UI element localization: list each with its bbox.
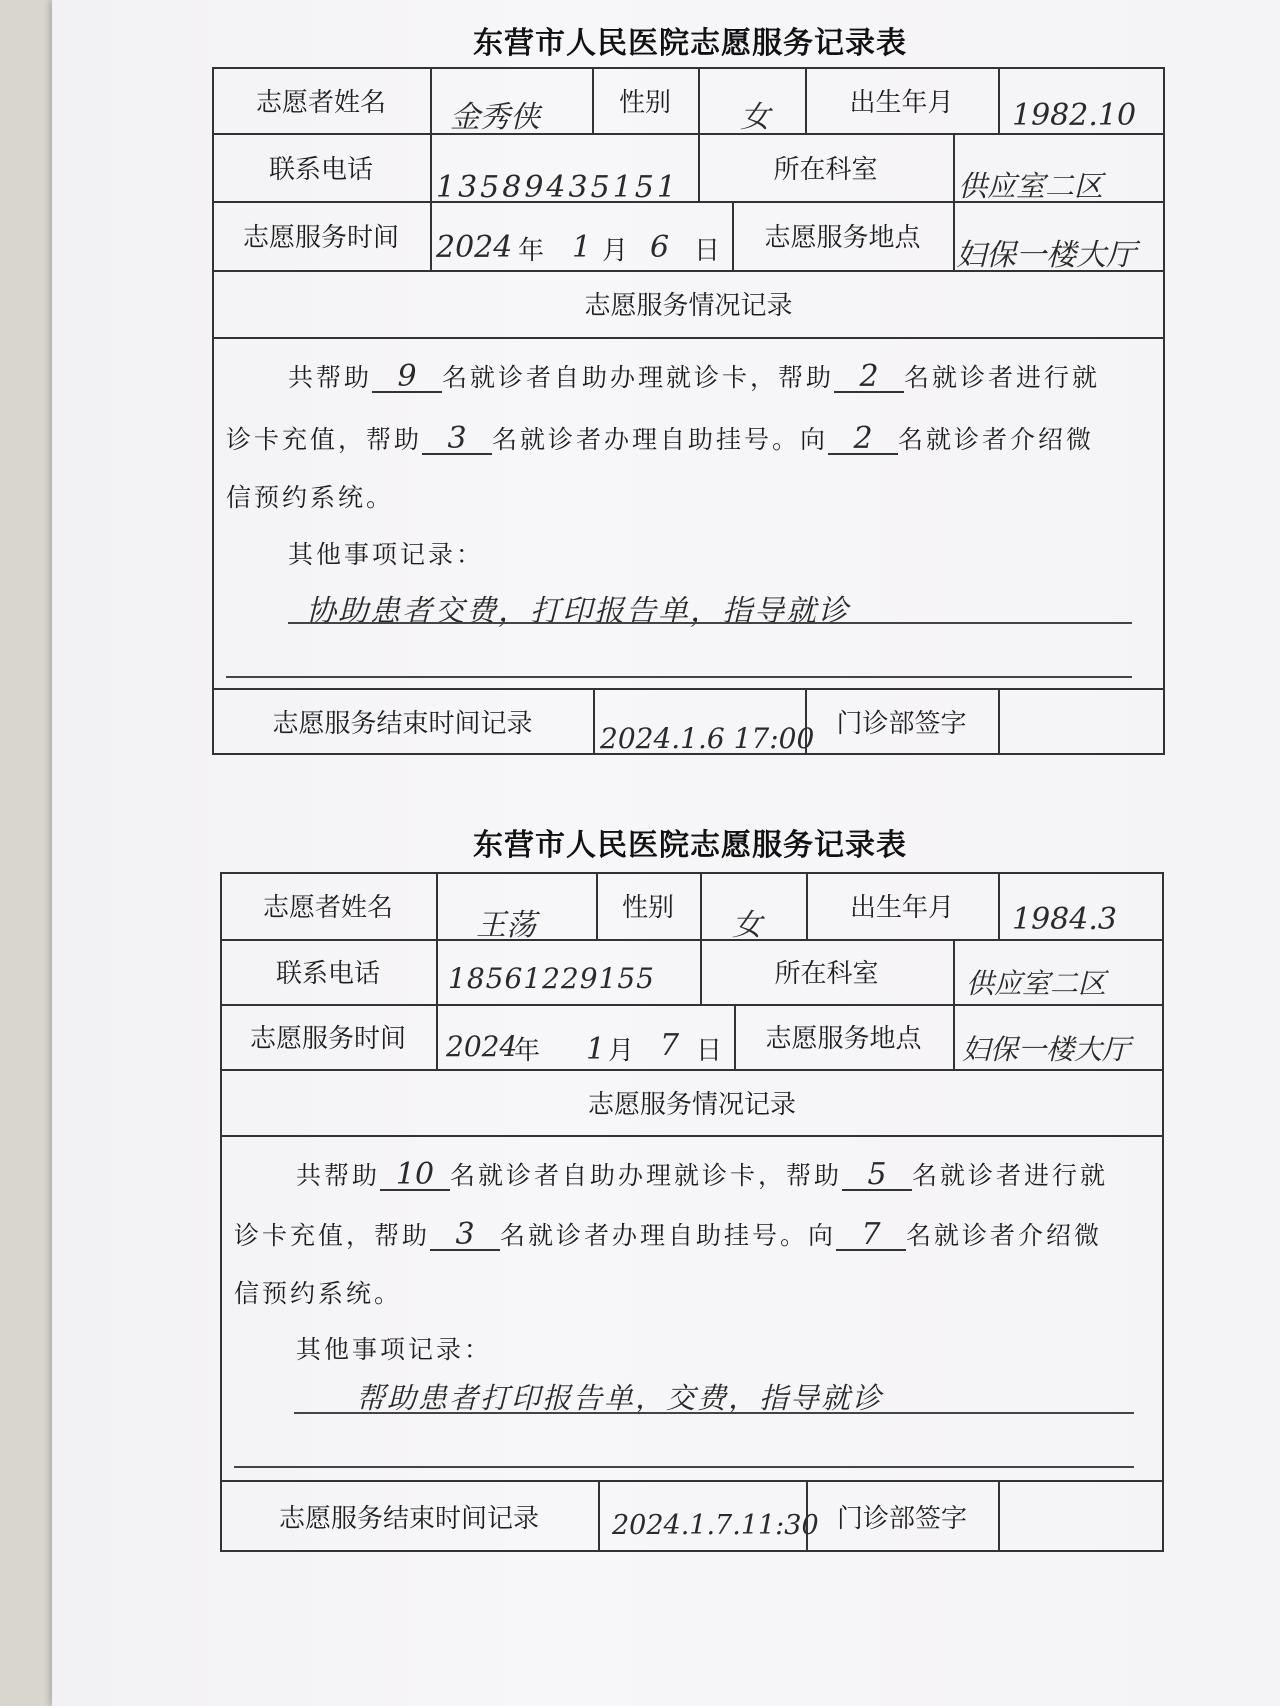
label-signature: 门诊部签字: [836, 1503, 967, 1534]
label-gender: 性别: [618, 87, 671, 118]
record-line-1: 共帮助 9 名就诊者自助办理就诊卡，帮助 2 名就诊者进行就: [288, 359, 1101, 394]
value-year: 2024: [436, 230, 513, 265]
value-phone: 18561229155: [448, 962, 655, 995]
label-phone: 联系电话: [268, 154, 373, 185]
count-wechat-intro: 2: [828, 425, 898, 455]
label-name: 志愿者姓名: [262, 893, 393, 923]
form-title: 东营市人民医院志愿服务记录表: [473, 828, 907, 863]
other-label: 其他事项记录：: [296, 1335, 493, 1364]
record-line-1: 共帮助 10 名就诊者自助办理就诊卡，帮助 5 名就诊者进行就: [296, 1157, 1109, 1192]
value-dept: 供应室二区: [958, 169, 1104, 203]
other-label: 其他事项记录：: [288, 540, 485, 569]
label-end-time: 志愿服务结束时间记录: [272, 709, 533, 739]
value-birth: 1984.3: [1012, 902, 1117, 937]
label-end-time: 志愿服务结束时间记录: [278, 1503, 539, 1534]
value-day: 6: [650, 230, 670, 265]
label-service-place: 志愿服务地点: [765, 1024, 922, 1054]
label-service-time: 志愿服务时间: [242, 223, 399, 253]
value-phone: 13589435151: [436, 170, 679, 205]
value-end-time: 2024.1.6 17:00: [600, 722, 815, 755]
value-end-time: 2024.1.7.11:30: [612, 1510, 819, 1541]
value-name: 金秀侠: [450, 100, 540, 135]
label-dept: 所在科室: [774, 959, 879, 989]
value-gender: 女: [740, 100, 770, 135]
record-line-3: 信预约系统。: [234, 1279, 403, 1308]
label-day-unit: 日: [693, 235, 720, 266]
value-month: 1: [572, 230, 592, 265]
form-title: 东营市人民医院志愿服务记录表: [473, 26, 907, 61]
label-day-unit: 日: [695, 1035, 722, 1066]
value-birth: 1982.10: [1012, 98, 1137, 133]
label-birth: 出生年月: [849, 87, 954, 118]
count-wechat-intro: 7: [836, 1221, 906, 1251]
record-header: 志愿服务情况记录: [587, 1089, 796, 1120]
count-self-registration: 3: [422, 425, 492, 455]
label-service-time: 志愿服务时间: [249, 1024, 406, 1054]
label-name: 志愿者姓名: [255, 87, 386, 118]
value-service-place: 妇保一楼大厅: [956, 238, 1136, 273]
record-line-2: 诊卡充值，帮助 3 名就诊者办理自助挂号。向 7 名就诊者介绍微: [234, 1217, 1103, 1252]
label-month-unit: 月: [607, 1035, 634, 1066]
label-service-place: 志愿服务地点: [764, 223, 921, 253]
label-year-unit: 年: [517, 235, 544, 266]
label-signature: 门诊部签字: [836, 709, 967, 739]
value-day: 7: [660, 1028, 680, 1063]
other-text: 帮助患者打印报告单，交费，指导就诊: [356, 1381, 884, 1415]
record-header: 志愿服务情况记录: [584, 291, 793, 321]
value-month: 1: [586, 1032, 606, 1067]
count-card-register: 9: [372, 363, 442, 393]
value-service-place: 妇保一楼大厅: [962, 1033, 1131, 1066]
value-name: 王荡: [476, 908, 536, 943]
other-text: 协助患者交费，打印报告单，指导就诊: [306, 594, 850, 629]
count-card-register: 10: [380, 1161, 450, 1191]
value-signature: [998, 1480, 1164, 1552]
value-gender: 女: [732, 908, 762, 943]
record-line-3: 信预约系统。: [226, 483, 395, 512]
record-line-2: 诊卡充值，帮助 3 名就诊者办理自助挂号。向 2 名就诊者介绍微: [226, 421, 1095, 456]
label-phone: 联系电话: [275, 959, 380, 989]
value-dept: 供应室二区: [966, 967, 1107, 1000]
label-gender: 性别: [621, 893, 674, 923]
label-year-unit: 年: [513, 1035, 540, 1066]
count-card-recharge: 5: [842, 1161, 912, 1191]
label-birth: 出生年月: [849, 893, 954, 923]
label-dept: 所在科室: [773, 154, 878, 185]
label-month-unit: 月: [601, 235, 628, 266]
count-self-registration: 3: [430, 1221, 500, 1251]
count-card-recharge: 2: [834, 363, 904, 393]
value-year: 2024: [446, 1030, 518, 1063]
